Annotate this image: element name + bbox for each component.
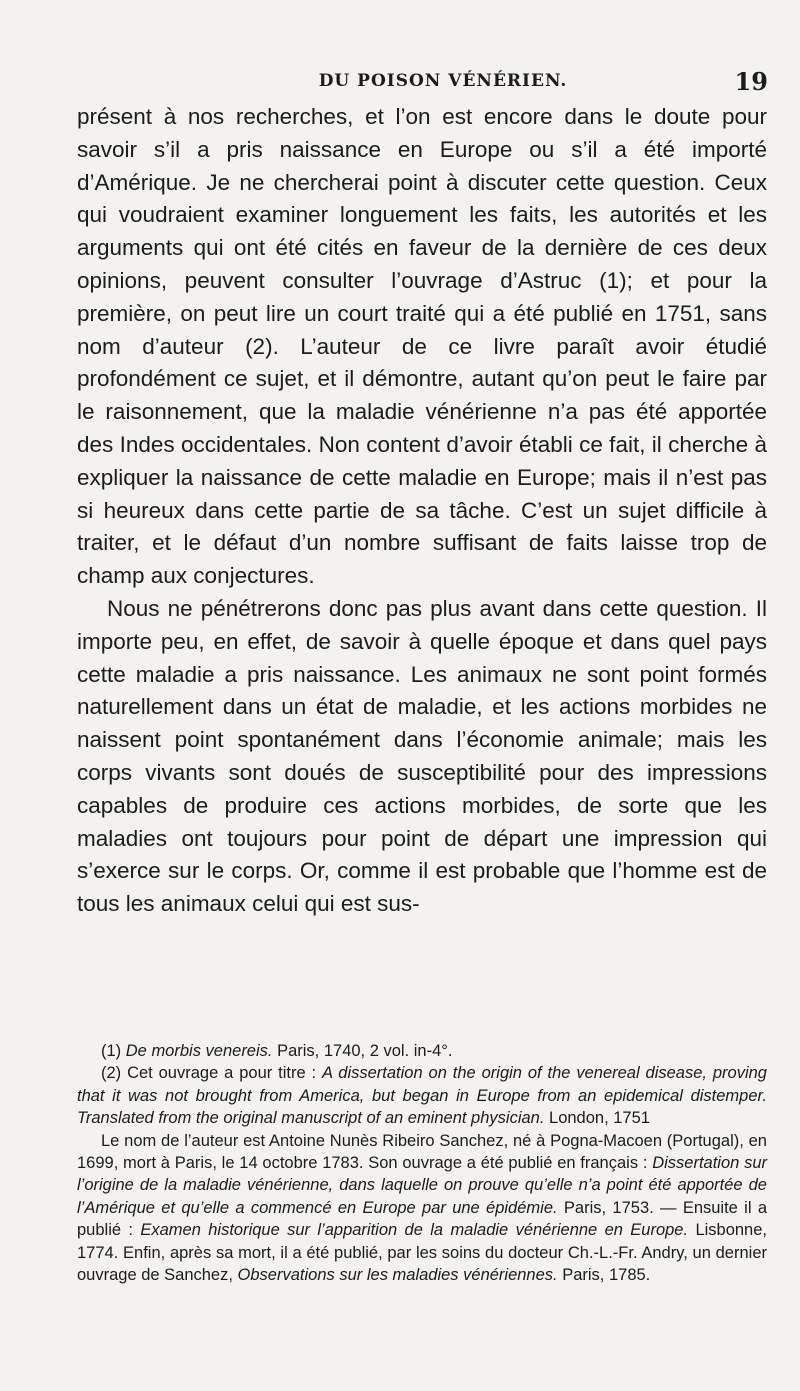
footnote-1 [77, 1040, 767, 1062]
footnote-2-examen-place: Lisbonne, 1774. Enfin, après sa mort, il a été publié, par les soins du docteur Ch.-L.-Fr. Andry, un dernier ouvrage de Sanchez, [77, 1221, 767, 1285]
footnotes [77, 1040, 767, 1286]
paragraph-2: Nous ne pénétrerons donc pas plus avant dans cette question. Il importe peu, en effet, de savoir à quelle époque et dans quel pays cette maladie a pris naissance. Les animaux ne sont point formés naturellement dans un état de maladie, et les actions morbides ne naissent point spontanément dans l’économie animale; mais les corps vivants sont doués de susceptibilité pour des impressions capables de produire ces actions morbides, de sorte que les maladies ont toujours pour point de départ une impression qui s’exerce sur le corps. Or, comme il est probable que l’homme est de tous les animaux celui qui est sus- [77, 595, 767, 917]
footnote-2-continuation [77, 1130, 767, 1287]
footnote-2-observations-place: Paris, 1785. [562, 1266, 651, 1285]
footnote-2-marker: (2) [101, 1064, 122, 1083]
footnote-2-title: A dissertation on the origin of the venereal disease, proving that it was not brought from America, but began in Europe from an epidemical distemper. Translated from the original manuscript of an eminent physician. [77, 1064, 767, 1128]
footnote-2-french-title: Dissertation sur l’origine de la maladie vénérienne, dans laquelle on prouve qu’elle n’a point été apportée de l’Amérique et qu’elle a commencé en Europe par une épidémie. [77, 1154, 768, 1217]
footnote-2 [77, 1062, 767, 1129]
running-title: DU POISON VÉNÉRIEN. [318, 71, 568, 91]
footnote-2-author: Le nom de l’auteur est Antoine Nunès Ribeiro Sanchez, né à Pogna-Macoen (Portugal), en 1699, mort à Paris, le 14 octobre 1783. Son ouvrage a été publié en français : [77, 1131, 767, 1173]
paragraph-1: présent à nos recherches, et l’on est encore dans le doute pour savoir s’il a pris naissance en Europe ou s’il a été importé d’Amérique. Je ne chercherai point à discuter cette question. Ceux qui voudraient examiner longuement les faits, les autorités et les arguments qui ont été cités en faveur de la dernière de ces deux opinions, peuvent consulter l’ouvrage d’Astruc (1); et pour la première, on peut lire un court traité qui a été publié en 1751, sans nom d’auteur (2). L’auteur de ce livre paraît avoir étudié profondément ce sujet, et il démontre, autant qu’on peut le faire par le raisonnement, que la maladie vénérienne n’a pas été apportée des Indes occidentales. Non content d’avoir établi ce fait, il cherche à expliquer la naissance de cette maladie en Europe; mais il n’est pas si heureux dans cette partie de sa tâche. C’est un sujet difficile à traiter, et le défaut d’un nombre suffisant de faits laisse trop de champ aux conjectures. [77, 104, 767, 589]
footnote-2-french-place: Paris, 1753. — Ensuite il a publié : [77, 1198, 767, 1240]
footnote-1-marker: (1) [101, 1042, 122, 1060]
footnote-2-examen-title: Examen historique sur l’apparition de la maladie vénérienne en Europe. [140, 1221, 689, 1240]
footnote-1-details: Paris, 1740, 2 vol. in-4°. [277, 1042, 453, 1060]
footnote-2-observations-title: Observations sur les maladies vénériennes. [237, 1266, 558, 1285]
footnote-2-lead: Cet ouvrage a pour titre : [127, 1064, 317, 1083]
footnote-2-place: London, 1751 [549, 1109, 650, 1128]
page-number: 19 [734, 67, 768, 96]
page-header [118, 67, 768, 97]
main-text [77, 101, 767, 921]
footnote-1-title: De morbis venereis. [125, 1042, 273, 1060]
